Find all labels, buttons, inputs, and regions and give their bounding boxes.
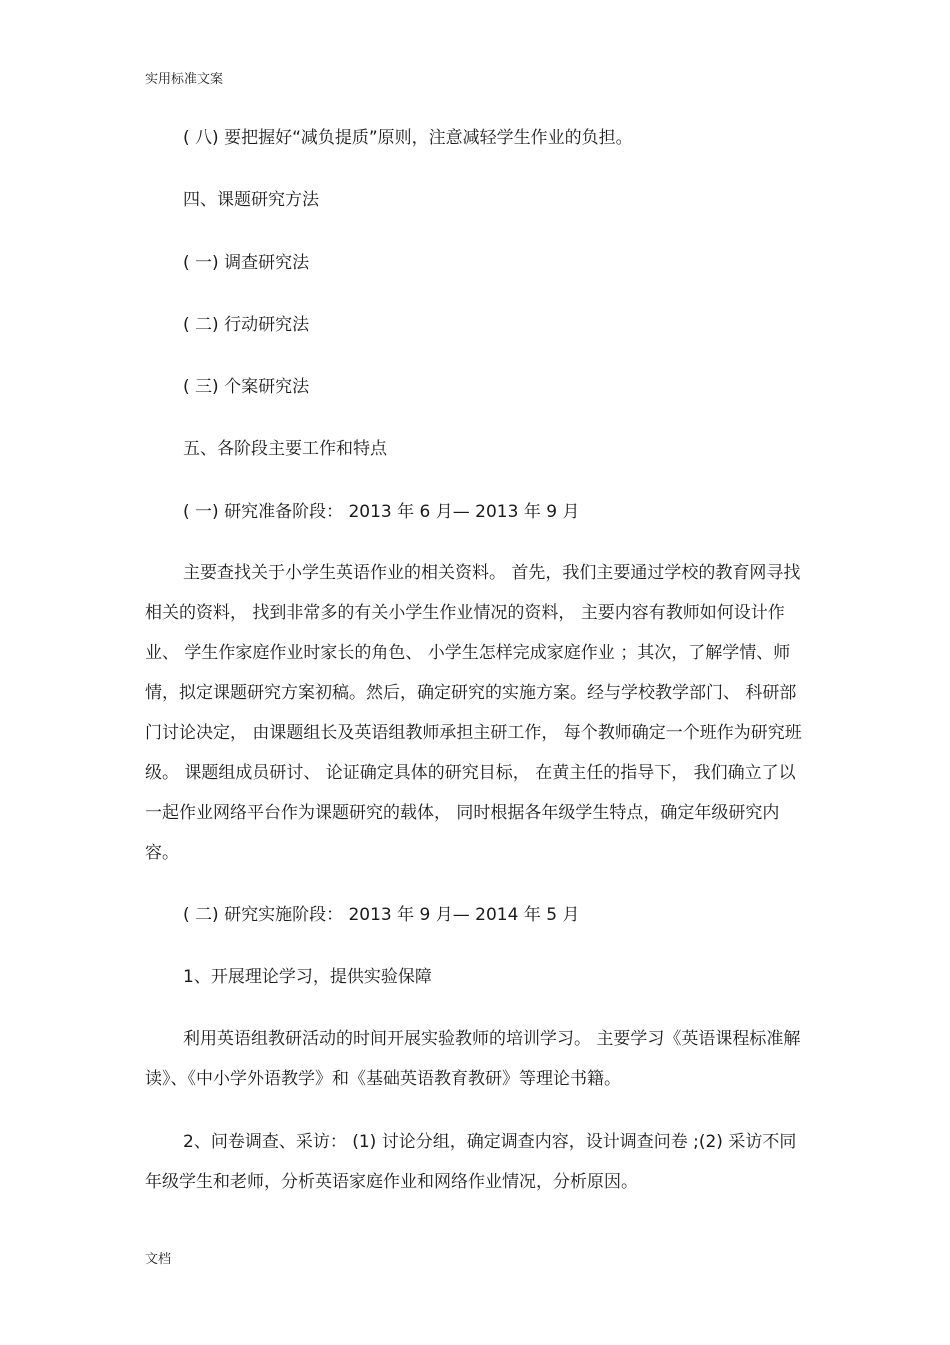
method-three: ( 三) 个案研究法: [183, 377, 310, 397]
step-two-paragraph: 2、问卷调查、采访： (1) 讨论分组，确定调查内容，设计调查问卷 ;(2) 采访不同年级学生和老师，分析英语家庭作业和网络作业情况，分析原因。: [145, 1132, 797, 1192]
stage-two-heading: ( 二) 研究实施阶段： 2013 年 9 月— 2014 年 5 月: [183, 905, 580, 925]
page-footer: 文档: [145, 1252, 172, 1267]
step-one-title: 1、开展理论学习，提供实验保障: [183, 967, 432, 987]
stage-one-paragraph: 主要查找关于小学生英语作业的相关资料。 首先，我们主要通过学校的教育网寻找相关的资料， 找到非常多的有关小学生作业情况的资料， 主要内容有教师如何设计作业、 学生作家庭作业时家长的角色、 小学生怎样完成家庭作业 ；其次，了解学情、师情，拟定课题研究方案初稿。然后，确定研究的实施方案。经与学校教学部门、 科研部门讨论决定， 由课题组长及英语组教师承担主研工作， 每个教师确定一个班作为研究班级。 课题组成员研讨、 论证确定具体的研究目标， 在黄主任的指导下， 我们确立了以一起作业网络平台作为课题研究的载体， 同时根据各年级学生特点，确定年级研究内容。: [145, 563, 802, 863]
section-heading-four: 四、课题研究方法: [183, 190, 319, 210]
method-two: ( 二) 行动研究法: [183, 315, 310, 335]
method-one: ( 一) 调查研究法: [183, 253, 310, 273]
step-one-paragraph: 利用英语组教研活动的时间开展实验教师的培训学习。 主要学习《英语课程标准解读》、《中小学外语教学》和《基础英语教育教研》等理论书籍。: [145, 1029, 801, 1089]
section-heading-five: 五、各阶段主要工作和特点: [183, 439, 387, 459]
page-header: 实用标准文案: [145, 72, 224, 87]
stage-one-heading: ( 一) 研究准备阶段： 2013 年 6 月— 2013 年 9 月: [183, 502, 580, 522]
item-eight: ( 八) 要把握好“减负提质”原则，注意减轻学生作业的负担。: [183, 128, 633, 148]
